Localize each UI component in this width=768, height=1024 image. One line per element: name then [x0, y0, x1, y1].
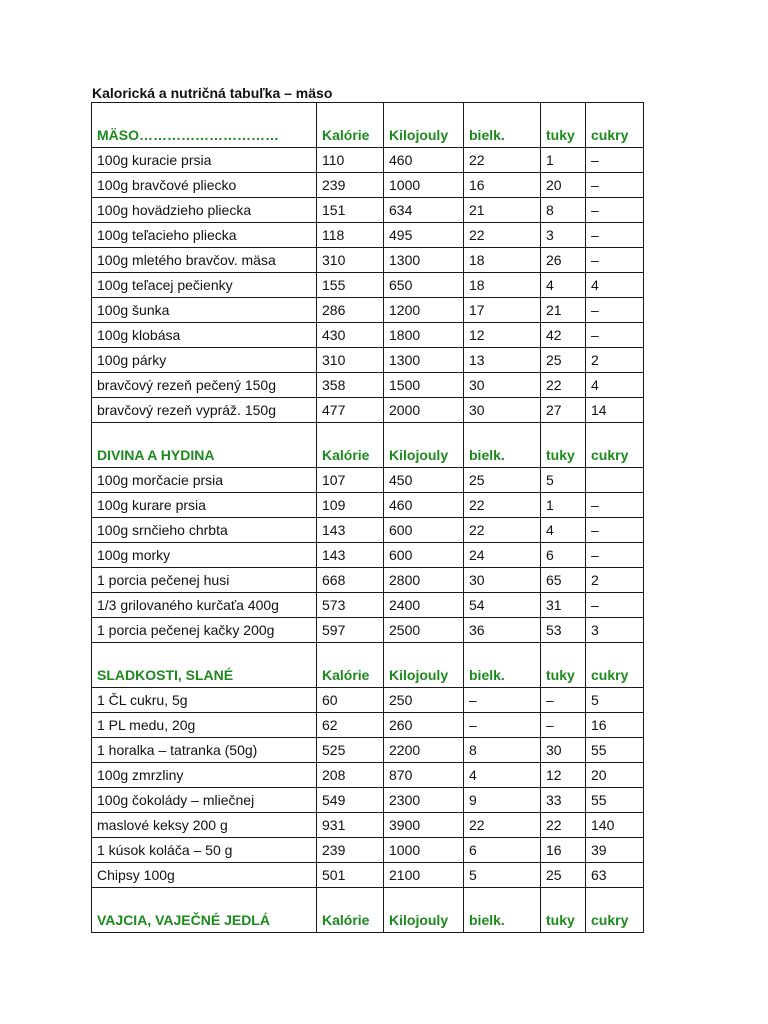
cell-fat: 4 [541, 518, 586, 543]
cell-name: 1 ČL cukru, 5g [92, 688, 317, 713]
cell-sugar: 55 [586, 738, 644, 763]
nutrition-table [91, 102, 644, 933]
cell-sugar: – [586, 323, 644, 348]
cell-protein: 9 [464, 788, 541, 813]
cell-kj: 2200 [384, 738, 464, 763]
cell-name: 100g klobása [92, 323, 317, 348]
cell-name: 1 PL medu, 20g [92, 713, 317, 738]
cell-fat: 5 [541, 468, 586, 493]
cell-kj: 1500 [384, 373, 464, 398]
cell-kj: 600 [384, 543, 464, 568]
cell-name: bravčový rezeň vypráž. 150g [92, 398, 317, 423]
cell-protein: 17 [464, 298, 541, 323]
cell-kj: 1200 [384, 298, 464, 323]
cell-kcal: 358 [317, 373, 384, 398]
table-row [92, 788, 644, 813]
cell-kcal: 208 [317, 763, 384, 788]
column-header-kcal: Kalórie [317, 643, 384, 688]
cell-kcal: 286 [317, 298, 384, 323]
cell-sugar: – [586, 223, 644, 248]
cell-protein: 22 [464, 813, 541, 838]
cell-fat: 30 [541, 738, 586, 763]
cell-kcal: 525 [317, 738, 384, 763]
table-row [92, 593, 644, 618]
cell-protein: 21 [464, 198, 541, 223]
cell-protein: 25 [464, 468, 541, 493]
cell-protein: 30 [464, 568, 541, 593]
cell-sugar: – [586, 198, 644, 223]
cell-sugar: – [586, 593, 644, 618]
cell-kj: 1300 [384, 348, 464, 373]
column-header-kj: Kilojouly [384, 423, 464, 468]
column-header-fat: tuky [541, 888, 586, 933]
cell-protein: – [464, 713, 541, 738]
cell-kj: 2800 [384, 568, 464, 593]
table-row [92, 398, 644, 423]
column-header-sugar: cukry [586, 888, 644, 933]
cell-protein: 18 [464, 273, 541, 298]
section-header-row [92, 643, 644, 688]
cell-fat: 22 [541, 813, 586, 838]
cell-kj: 2100 [384, 863, 464, 888]
cell-protein: 54 [464, 593, 541, 618]
cell-kcal: 239 [317, 173, 384, 198]
cell-name: 100g srnčieho chrbta [92, 518, 317, 543]
table-row [92, 148, 644, 173]
cell-sugar: 55 [586, 788, 644, 813]
cell-fat: 1 [541, 148, 586, 173]
table-row [92, 618, 644, 643]
cell-kj: 2500 [384, 618, 464, 643]
cell-name: bravčový rezeň pečený 150g [92, 373, 317, 398]
cell-fat: 12 [541, 763, 586, 788]
cell-kcal: 107 [317, 468, 384, 493]
cell-kj: 1800 [384, 323, 464, 348]
cell-kcal: 118 [317, 223, 384, 248]
table-row [92, 298, 644, 323]
cell-kcal: 143 [317, 518, 384, 543]
table-row [92, 468, 644, 493]
cell-kj: 260 [384, 713, 464, 738]
cell-kcal: 573 [317, 593, 384, 618]
cell-name: Chipsy 100g [92, 863, 317, 888]
cell-name: 100g zmrzliny [92, 763, 317, 788]
cell-protein: 8 [464, 738, 541, 763]
table-row [92, 373, 644, 398]
cell-kcal: 143 [317, 543, 384, 568]
cell-name: 1 horalka – tatranka (50g) [92, 738, 317, 763]
table-row [92, 518, 644, 543]
cell-fat: 20 [541, 173, 586, 198]
cell-kj: 1000 [384, 173, 464, 198]
table-row [92, 248, 644, 273]
cell-sugar: – [586, 518, 644, 543]
cell-kj: 600 [384, 518, 464, 543]
cell-protein: 12 [464, 323, 541, 348]
table-row [92, 273, 644, 298]
cell-name: 100g morky [92, 543, 317, 568]
cell-protein: 16 [464, 173, 541, 198]
cell-protein: 22 [464, 518, 541, 543]
cell-fat: 25 [541, 863, 586, 888]
cell-name: 100g morčacie prsia [92, 468, 317, 493]
table-row [92, 173, 644, 198]
cell-name: 100g mletého bravčov. mäsa [92, 248, 317, 273]
cell-kcal: 310 [317, 248, 384, 273]
column-header-kj: Kilojouly [384, 643, 464, 688]
cell-sugar: 140 [586, 813, 644, 838]
cell-fat: 16 [541, 838, 586, 863]
column-header-kcal: Kalórie [317, 888, 384, 933]
cell-sugar: – [586, 173, 644, 198]
cell-protein: 22 [464, 223, 541, 248]
cell-kj: 3900 [384, 813, 464, 838]
column-header-protein: bielk. [464, 888, 541, 933]
cell-name: 1 porcia pečenej kačky 200g [92, 618, 317, 643]
cell-kcal: 151 [317, 198, 384, 223]
cell-kcal: 310 [317, 348, 384, 373]
table-row [92, 713, 644, 738]
section-title: VAJCIA, VAJEČNÉ JEDLÁ [92, 888, 317, 933]
cell-kj: 1000 [384, 838, 464, 863]
cell-fat: – [541, 713, 586, 738]
cell-protein: 30 [464, 398, 541, 423]
cell-sugar: – [586, 493, 644, 518]
cell-name: 100g hovädzieho pliecka [92, 198, 317, 223]
table-row [92, 568, 644, 593]
cell-kj: 1300 [384, 248, 464, 273]
cell-protein: 18 [464, 248, 541, 273]
cell-name: 100g čokolády – mliečnej [92, 788, 317, 813]
cell-fat: 27 [541, 398, 586, 423]
cell-kj: 460 [384, 148, 464, 173]
cell-kj: 650 [384, 273, 464, 298]
cell-kj: 634 [384, 198, 464, 223]
cell-protein: 4 [464, 763, 541, 788]
cell-fat: 22 [541, 373, 586, 398]
cell-kcal: 60 [317, 688, 384, 713]
cell-name: 100g párky [92, 348, 317, 373]
section-title: SLADKOSTI, SLANÉ [92, 643, 317, 688]
cell-sugar: 4 [586, 373, 644, 398]
section-header-row [92, 888, 644, 933]
cell-kj: 870 [384, 763, 464, 788]
cell-kj: 250 [384, 688, 464, 713]
cell-kcal: 109 [317, 493, 384, 518]
column-header-protein: bielk. [464, 103, 541, 148]
cell-fat: – [541, 688, 586, 713]
cell-fat: 65 [541, 568, 586, 593]
cell-sugar: 14 [586, 398, 644, 423]
table-row [92, 348, 644, 373]
cell-fat: 3 [541, 223, 586, 248]
page-title: Kalorická a nutričná tabuľka – mäso [92, 85, 333, 101]
column-header-sugar: cukry [586, 643, 644, 688]
cell-name: maslové keksy 200 g [92, 813, 317, 838]
column-header-protein: bielk. [464, 423, 541, 468]
cell-protein: 36 [464, 618, 541, 643]
cell-fat: 1 [541, 493, 586, 518]
cell-sugar: – [586, 248, 644, 273]
section-header-row [92, 103, 644, 148]
table-row [92, 198, 644, 223]
column-header-kj: Kilojouly [384, 103, 464, 148]
cell-name: 100g kurare prsia [92, 493, 317, 518]
table-row [92, 838, 644, 863]
cell-kcal: 549 [317, 788, 384, 813]
cell-kcal: 501 [317, 863, 384, 888]
cell-protein: 6 [464, 838, 541, 863]
cell-kcal: 668 [317, 568, 384, 593]
cell-kj: 495 [384, 223, 464, 248]
cell-sugar: 63 [586, 863, 644, 888]
column-header-sugar: cukry [586, 103, 644, 148]
table-row [92, 543, 644, 568]
cell-fat: 8 [541, 198, 586, 223]
cell-sugar: 20 [586, 763, 644, 788]
column-header-sugar: cukry [586, 423, 644, 468]
column-header-fat: tuky [541, 103, 586, 148]
section-title: DIVINA A HYDINA [92, 423, 317, 468]
cell-protein: 22 [464, 493, 541, 518]
cell-sugar: 3 [586, 618, 644, 643]
cell-sugar: – [586, 148, 644, 173]
table-row [92, 223, 644, 248]
cell-fat: 6 [541, 543, 586, 568]
cell-sugar: 16 [586, 713, 644, 738]
cell-sugar: 2 [586, 568, 644, 593]
cell-kcal: 155 [317, 273, 384, 298]
cell-name: 1/3 grilovaného kurčaťa 400g [92, 593, 317, 618]
cell-protein: 5 [464, 863, 541, 888]
cell-kcal: 239 [317, 838, 384, 863]
cell-kcal: 477 [317, 398, 384, 423]
column-header-protein: bielk. [464, 643, 541, 688]
cell-name: 100g kuracie prsia [92, 148, 317, 173]
cell-fat: 4 [541, 273, 586, 298]
cell-fat: 53 [541, 618, 586, 643]
cell-kcal: 597 [317, 618, 384, 643]
cell-kj: 2400 [384, 593, 464, 618]
cell-fat: 25 [541, 348, 586, 373]
cell-kj: 2000 [384, 398, 464, 423]
cell-protein: 30 [464, 373, 541, 398]
column-header-kcal: Kalórie [317, 423, 384, 468]
cell-name: 100g teľacieho pliecka [92, 223, 317, 248]
column-header-kcal: Kalórie [317, 103, 384, 148]
cell-fat: 33 [541, 788, 586, 813]
column-header-fat: tuky [541, 423, 586, 468]
cell-sugar: – [586, 298, 644, 323]
cell-sugar: 4 [586, 273, 644, 298]
cell-sugar: 39 [586, 838, 644, 863]
cell-kj: 460 [384, 493, 464, 518]
cell-sugar [586, 468, 644, 493]
table-row [92, 863, 644, 888]
cell-protein: 24 [464, 543, 541, 568]
cell-name: 100g teľacej pečienky [92, 273, 317, 298]
table-row [92, 738, 644, 763]
cell-kcal: 931 [317, 813, 384, 838]
cell-name: 1 porcia pečenej husi [92, 568, 317, 593]
table-row [92, 688, 644, 713]
cell-sugar: 5 [586, 688, 644, 713]
cell-name: 100g bravčové pliecko [92, 173, 317, 198]
cell-fat: 26 [541, 248, 586, 273]
table-row [92, 813, 644, 838]
cell-sugar: – [586, 543, 644, 568]
cell-name: 1 kúsok koláča – 50 g [92, 838, 317, 863]
cell-name: 100g šunka [92, 298, 317, 323]
column-header-fat: tuky [541, 643, 586, 688]
cell-kcal: 110 [317, 148, 384, 173]
section-header-row [92, 423, 644, 468]
cell-protein: – [464, 688, 541, 713]
cell-fat: 31 [541, 593, 586, 618]
cell-kj: 450 [384, 468, 464, 493]
cell-fat: 42 [541, 323, 586, 348]
cell-fat: 21 [541, 298, 586, 323]
cell-protein: 22 [464, 148, 541, 173]
cell-sugar: 2 [586, 348, 644, 373]
cell-kcal: 430 [317, 323, 384, 348]
table-row [92, 323, 644, 348]
column-header-kj: Kilojouly [384, 888, 464, 933]
section-title: MÄSO………………………… [92, 103, 317, 148]
cell-kcal: 62 [317, 713, 384, 738]
cell-protein: 13 [464, 348, 541, 373]
cell-kj: 2300 [384, 788, 464, 813]
table-row [92, 493, 644, 518]
table-row [92, 763, 644, 788]
